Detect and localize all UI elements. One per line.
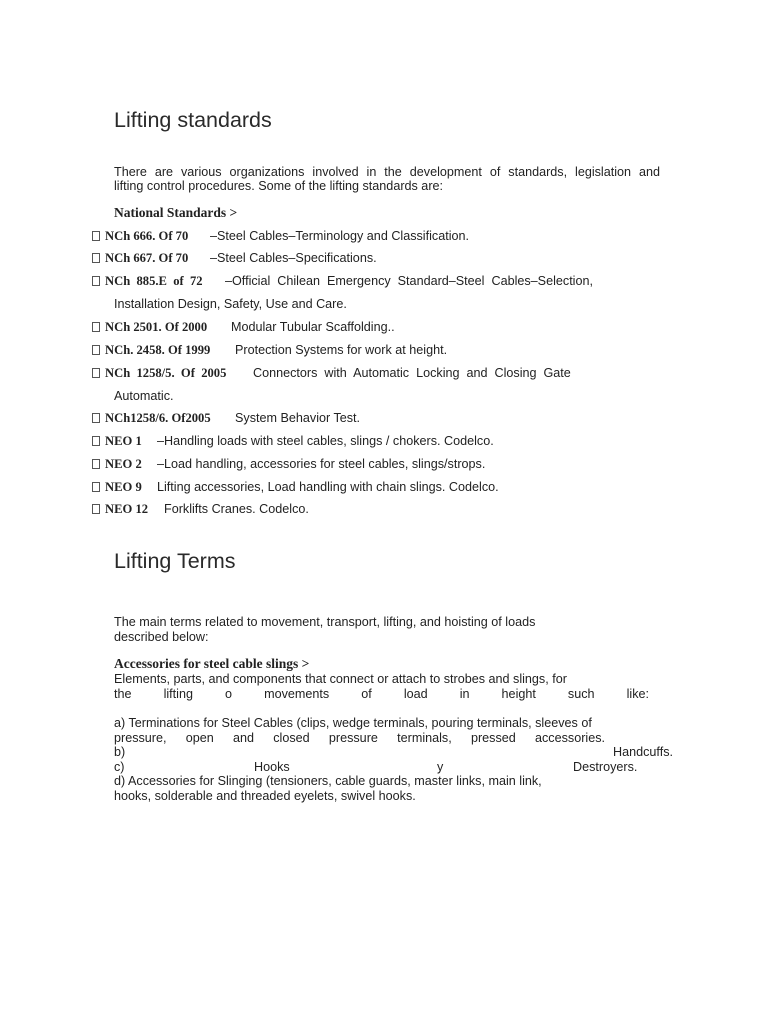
standard-description: –Load handling, accessories for steel cables, slings/strops. (157, 457, 486, 471)
standard-code: NCh 2501. Of 2000 (105, 320, 208, 334)
intro-line-2: lifting control procedures. Some of the lifting standards are: (114, 179, 444, 193)
list-item (92, 457, 486, 472)
item-d-line-1: d) Accessories for Slinging (tensioners, cable guards, master links, main link, (114, 774, 542, 788)
list-item (92, 480, 499, 495)
standard-code: NCh 666. Of 70 (105, 229, 189, 243)
list-item (92, 320, 395, 335)
checkbox-glyph-icon (92, 459, 100, 469)
standard-description: –Official Chilean Emergency Standard–Steel Cables–Selection, (225, 274, 593, 288)
list-item (92, 502, 309, 517)
accessories-heading: Accessories for steel cable slings > (114, 656, 310, 671)
terms-intro-line-1: The main terms related to movement, transport, lifting, and hoisting of loads (114, 615, 536, 629)
accessories-line-2: the lifting o movements of load in height such like: (114, 687, 649, 701)
standard-description: Forklifts Cranes. Codelco. (164, 502, 309, 516)
standard-code: NEO 1 (105, 434, 142, 448)
list-item (92, 343, 448, 358)
accessories-line-1: Elements, parts, and components that connect or attach to strobes and slings, for (114, 672, 567, 686)
standard-description: –Handling loads with steel cables, slings / chokers. Codelco. (157, 434, 494, 448)
standard-code: NCh. 2458. Of 1999 (105, 343, 211, 357)
checkbox-glyph-icon (92, 231, 100, 241)
standard-code: NEO 12 (105, 502, 149, 516)
checkbox-glyph-icon (92, 436, 100, 446)
section-title-lifting-standards: Lifting standards (114, 108, 272, 132)
national-standards-heading: National Standards > (114, 205, 238, 220)
list-item (92, 274, 593, 289)
item-b-text: Handcuffs. (613, 745, 673, 759)
checkbox-glyph-icon (92, 413, 100, 423)
item-c-text: Destroyers. (573, 760, 638, 774)
item-c-hooks: Hooks (254, 760, 290, 774)
standard-description: –Steel Cables–Terminology and Classification. (210, 229, 470, 243)
standard-description: Modular Tubular Scaffolding.. (231, 320, 395, 334)
standard-description-continued: Installation Design, Safety, Use and Care. (114, 297, 347, 311)
checkbox-glyph-icon (92, 253, 100, 263)
item-b-label: b) (114, 745, 126, 759)
standard-description-continued: Automatic. (114, 389, 174, 403)
standard-code: NCh 885.E of 72 (105, 274, 203, 288)
standard-description: Lifting accessories, Load handling with chain slings. Codelco. (157, 480, 499, 494)
list-item (92, 229, 470, 244)
item-c-y: y (437, 760, 444, 774)
standard-code: NEO 9 (105, 480, 142, 494)
item-a-line-1: a) Terminations for Steel Cables (clips, wedge terminals, pouring terminals, sleeves of (114, 716, 592, 730)
section-title-lifting-terms: Lifting Terms (114, 549, 236, 573)
checkbox-glyph-icon (92, 368, 100, 378)
checkbox-glyph-icon (92, 345, 100, 355)
item-c-label: c) (114, 760, 125, 774)
standard-code: NCh1258/6. Of2005 (105, 411, 211, 425)
list-item (92, 366, 571, 381)
list-item (92, 411, 361, 426)
standard-description: System Behavior Test. (235, 411, 361, 425)
standard-description: Connectors with Automatic Locking and Closing Gate (253, 366, 571, 380)
item-d-line-2: hooks, solderable and threaded eyelets, swivel hooks. (114, 789, 416, 803)
standard-code: NEO 2 (105, 457, 142, 471)
item-a-line-2: pressure, open and closed pressure terminals, pressed accessories. (114, 731, 605, 745)
checkbox-glyph-icon (92, 482, 100, 492)
list-item (92, 434, 494, 449)
standard-code: NCh 667. Of 70 (105, 251, 189, 265)
list-item (92, 251, 377, 266)
standard-description: Protection Systems for work at height. (235, 343, 448, 357)
standard-code: NCh 1258/5. Of 2005 (105, 366, 227, 380)
standard-description: –Steel Cables–Specifications. (210, 251, 377, 265)
checkbox-glyph-icon (92, 504, 100, 514)
checkbox-glyph-icon (92, 276, 100, 286)
checkbox-glyph-icon (92, 322, 100, 332)
terms-intro-line-2: described below: (114, 630, 209, 644)
intro-line-1: There are various organizations involved in the development of standards, legislation and (114, 165, 660, 179)
